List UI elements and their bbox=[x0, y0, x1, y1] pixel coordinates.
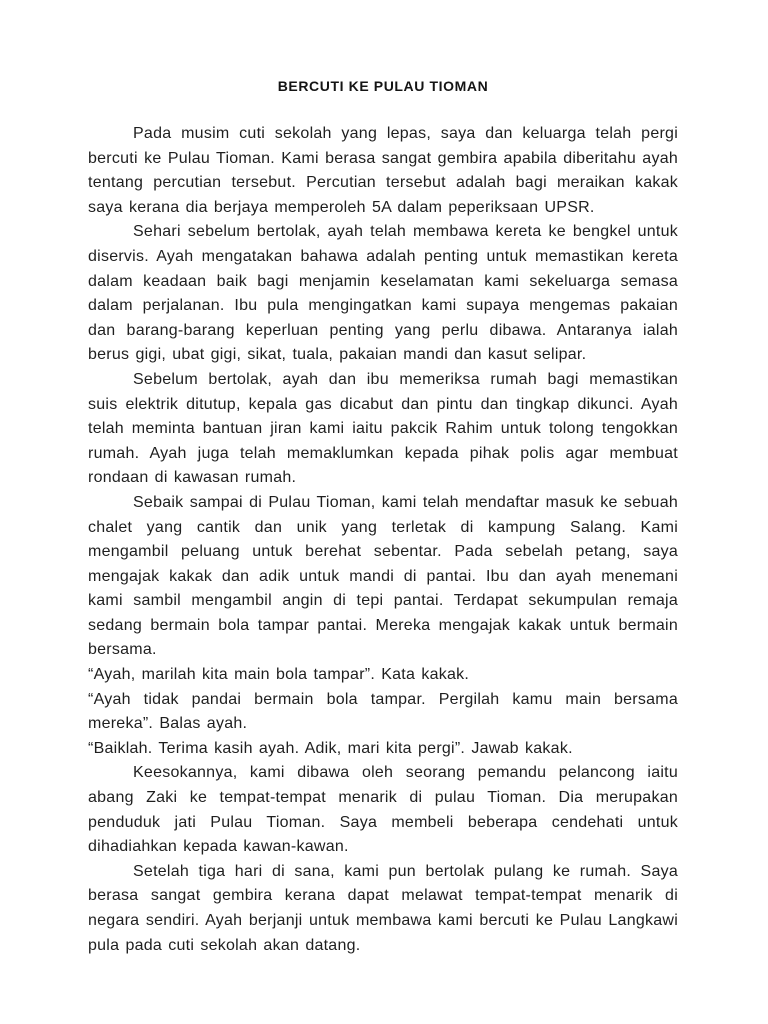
paragraph-intro: Pada musim cuti sekolah yang lepas, saya dan keluarga telah pergi bercuti ke Pulau Tioman. Kami berasa sangat gembira apabila diberitahu ayah tentang percutian tersebut. Percutian tersebut adalah bagi meraikan kakak saya kerana dia berjaya memperoleh 5A dalam peperiksaan UPSR. bbox=[88, 125, 678, 216]
paragraph-house-check: Sebelum bertolak, ayah dan ibu memeriksa rumah bagi memastikan suis elektrik ditutup, kepala gas dicabut dan pintu dan tingkap dikunci. Ayah telah meminta bantuan jiran kami iaitu pakcik Rahim untuk tolong tengokkan rumah. Ayah juga telah memaklumkan kepada pihak polis agar membuat rondaan di kawasan rumah. bbox=[88, 370, 678, 487]
document-body bbox=[88, 122, 678, 958]
dialogue-line-kakak: “Ayah, marilah kita main bola tampar”. Kata kakak. bbox=[88, 666, 470, 684]
paragraph-preparation-car: Sehari sebelum bertolak, ayah telah membawa kereta ke bengkel untuk diservis. Ayah mengatakan bahawa adalah penting untuk memastikan kereta dalam keadaan baik bagi menjamin keselamatan kami sekeluarga semasa dalam perjalanan. Ibu pula mengingatkan kami supaya mengemas pakaian dan barang-barang keperluan penting yang perlu dibawa. Antaranya ialah berus gigi, ubat gigi, sikat, tuala, pakaian mandi dan kasut selipar. bbox=[88, 223, 678, 364]
dialogue-line-kakak-reply: “Baiklah. Terima kasih ayah. Adik, mari kita pergi”. Jawab kakak. bbox=[88, 739, 573, 757]
paragraph-conclusion: Setelah tiga hari di sana, kami pun bertolak pulang ke rumah. Saya berasa sangat gembira kerana dapat melawat tempat-tempat menarik di negara sendiri. Ayah berjanji untuk membawa kami bercuti ke Pulau Langkawi pula pada cuti sekolah akan datang. bbox=[88, 862, 678, 954]
document-title: BERCUTI KE PULAU TIOMAN bbox=[277, 78, 489, 94]
paragraph-arrival-beach: Sebaik sampai di Pulau Tioman, kami telah mendaftar masuk ke sebuah chalet yang cantik dan unik yang terletak di kampung Salang. Kami mengambil peluang untuk berehat sebentar. Pada sebelah petang, saya mengajak kakak dan adik untuk mandi di pantai. Ibu dan ayah menemani kami sambil mengambil angin di tepi pantai. Terdapat sekumpulan remaja sedang bermain bola tampar pantai. Mereka mengajak kakak untuk bermain bersama. bbox=[88, 493, 678, 659]
dialogue-line-ayah: “Ayah tidak pandai bermain bola tampar. Pergilah kamu main bersama mereka”. Balas ayah. bbox=[88, 690, 678, 733]
paragraph-tour-guide: Keesokannya, kami dibawa oleh seorang pemandu pelancong iaitu abang Zaki ke tempat-tempat menarik di pulau Tioman. Dia merupakan penduduk jati Pulau Tioman. Saya membeli beberapa cendehati untuk dihadiahkan kepada kawan-kawan. bbox=[88, 764, 678, 856]
